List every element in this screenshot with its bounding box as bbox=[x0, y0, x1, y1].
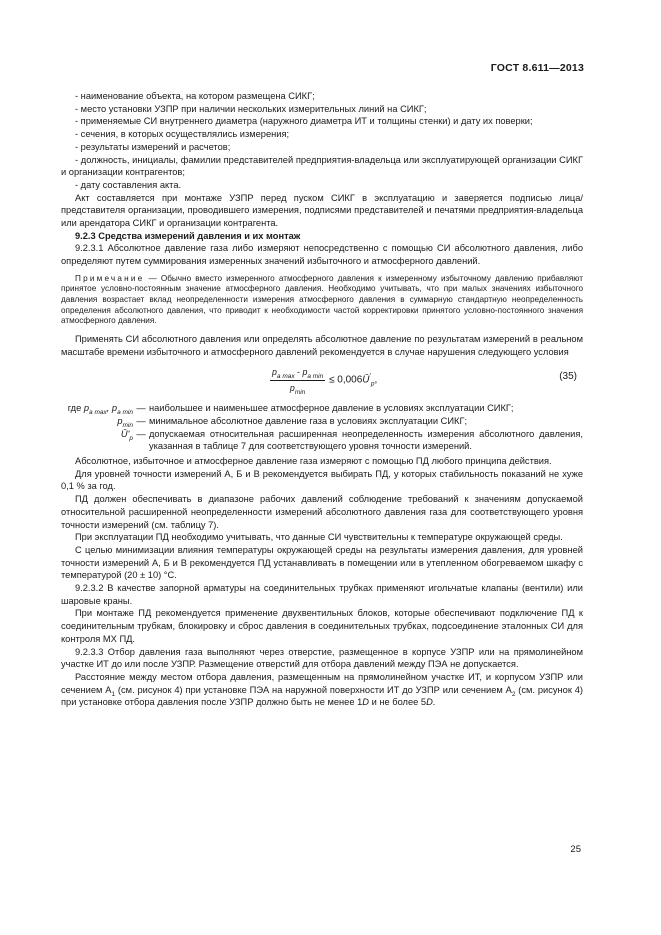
apply-paragraph: Применять СИ абсолютного давления или определять абсолютное давление по результатам измерений в реальном масштабе времени избыточного и атмосферного давлений рекомендуется в случае нарушения следующего условия bbox=[61, 333, 583, 357]
definition-text: наибольшее и наименьшее атмосферное давление в условиях эксплуатации СИКГ; bbox=[149, 403, 514, 414]
page-content bbox=[61, 90, 583, 709]
paragraph: При монтаже ПД рекомендуется применение двухвентильных блоков, которые обеспечивают подключение ПД к соединительным трубкам, блокировку и сброс давления в соединительных трубках, подсоединение эталонных СИ для контроля МХ ПД. bbox=[61, 608, 583, 644]
definitions-table bbox=[61, 402, 583, 453]
list-item: - применяемые СИ внутреннего диаметра (наружного диаметра ИТ и толщины стенки) и дату их поверки; bbox=[75, 116, 533, 127]
formula-rhs: ≤ $0,006Ū'_p$, bbox=[329, 373, 378, 388]
paragraph: Абсолютное, избыточное и атмосферное давление газа измеряют с помощью ПД любого принципа действия. bbox=[75, 456, 552, 467]
page-number: 25 bbox=[570, 844, 581, 855]
list-item: - сечения, в которых осуществлялись измерения; bbox=[75, 129, 290, 140]
definition-symbol: где $p_{a max}$, $p_{a min}$ bbox=[67, 403, 133, 417]
paragraph: ПД должен обеспечивать в диапазоне рабочих давлений соблюдение требований к значениям допускаемой относительной расширенной неопределенности измерений абсолютного давления газа для соответствующего уровня точности измерений (см. таблицу 7). bbox=[61, 494, 583, 530]
formula-35 bbox=[61, 364, 583, 398]
formula-denominator: $p_{min}$ bbox=[289, 382, 306, 396]
definition-dash: — bbox=[136, 428, 146, 439]
note-label: Примечание bbox=[75, 273, 145, 283]
list-item: - результаты измерений и расчетов; bbox=[75, 141, 231, 152]
paragraph-9-2-3-1: 9.2.3.1 Абсолютное давление газа либо измеряют непосредственно с помощью СИ абсолютного давления, либо определяют путем суммирования измеренных значений избыточного и атмосферного давлений. bbox=[61, 243, 583, 267]
paragraph: 9.2.3.2 В качестве запорной арматуры на соединительных трубках применяют игольчатые клапаны (вентили) или шаровые краны. bbox=[61, 583, 583, 606]
distance-paragraph: Расстояние между местом отбора давления, размещенным на прямолинейном участке ИТ, и корпусом УЗПР или сечением $А_1$ (см. рисунок 4) при установке ПЭА на наружной поверхности ИТ до УЗПР или сечением $А_2$ (см. рисунок 4) при установке отбора давления после УЗПР должно быть не менее 1D и не более 5D. bbox=[61, 671, 583, 708]
paragraph: С целью минимизации влияния температуры окружающей среды на результаты измерения давления, для уровней точности измерений А, Б и В рекомендуется ПД устанавливать в помещении или в утепленном обогреваемом шкафу с температурой (20 ± 10) °С. bbox=[61, 544, 583, 581]
definition-dash: — bbox=[136, 415, 146, 426]
note-text: — Обычно вместо измеренного атмосферного давления к измеренному избыточному давлению прибавляют принятое условно-постоянным значение атмосферного давления. Необходимо учитывать, что при малых значениях избыточного давления возрастает вклад неопределенности измерения атмосферного давления в суммарную стандартную неопределенность определения абсолютного давления, что приводит к необходимости частой корректировки принятого условно-постоянного значения атмосферного давления. bbox=[61, 273, 583, 326]
formula-fraction bbox=[270, 366, 325, 394]
formula-number: (35) bbox=[559, 371, 577, 383]
paragraph: 9.2.3.3 Отбор давления газа выполняют через отверстие, размещенное в корпусе УЗПР или на прямолинейном участке ИТ до или после УЗПР. Размещение отверстий для отбора давлений между ПЭА не допускается. bbox=[61, 646, 583, 670]
list-item: - наименование объекта, на котором размещена СИКГ; bbox=[75, 91, 315, 101]
definition-row bbox=[61, 415, 583, 428]
definition-text: минимальное абсолютное давление газа в условиях эксплуатации СИКГ; bbox=[149, 415, 468, 426]
list-item: - должность, инициалы, фамилии представителей предприятия-владельца или эксплуатирующей организации СИКГ и организации контрагентов; bbox=[61, 154, 583, 178]
section-heading: 9.2.3 Средства измерений давления и их монтаж bbox=[75, 230, 301, 241]
definition-symbol: $p_{min}$ bbox=[117, 415, 133, 429]
definition-dash: — bbox=[136, 403, 146, 414]
definition-row bbox=[61, 428, 583, 453]
definition-row bbox=[61, 402, 583, 415]
paragraph: Для уровней точности измерений А, Б и В рекомендуется выбирать ПД, у которых стабильность показаний не хуже 0,1 % за год. bbox=[61, 468, 583, 492]
list-item: - место установки УЗПР при наличии нескольких измерительных линий на СИКГ; bbox=[75, 103, 427, 114]
act-paragraph: Акт составляется при монтаже УЗПР перед пуском СИКГ в эксплуатацию и заверяется подписью лица/представителя организации, проводившего измерения, подписями представителей и печатями предприятия-владельца или арендатора СИКГ и организации контрагента. bbox=[61, 192, 583, 229]
definition-symbol: $Ū'_p$ bbox=[120, 428, 133, 442]
formula-numerator: $p_{a max} - p_{a min}$ bbox=[272, 367, 324, 380]
definition-text: допускаемая относительная расширенная неопределенность измерения абсолютного давления, указанная в таблице 7 для соответствующего уровня точности измерений. bbox=[149, 428, 583, 452]
document-header: ГОСТ 8.611—2013 bbox=[490, 62, 584, 74]
list-item: - дату составления акта. bbox=[75, 179, 182, 190]
note-block bbox=[61, 274, 583, 327]
paragraph: При эксплуатации ПД необходимо учитывать, что данные СИ чувствительны к температуре окружающей среды. bbox=[75, 532, 563, 543]
